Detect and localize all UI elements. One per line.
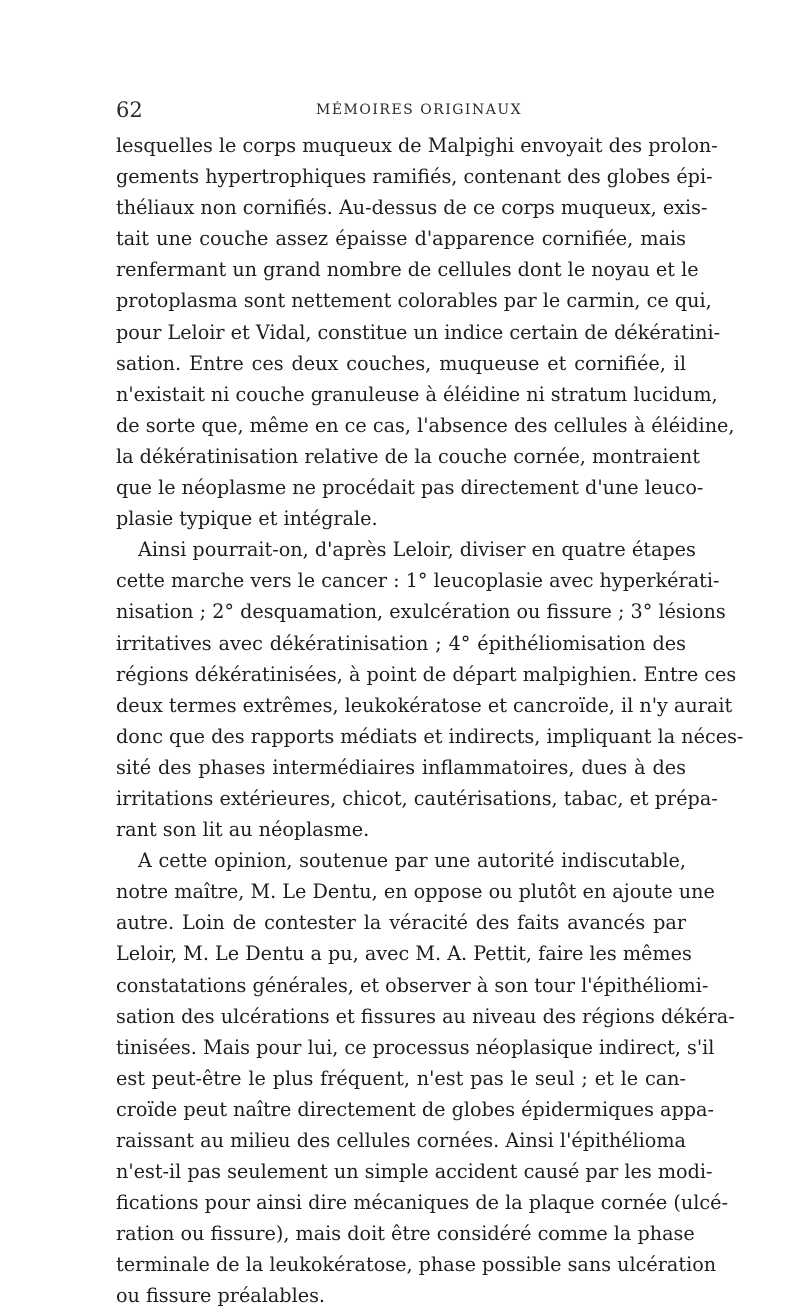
text-line: autre. Loin de contester la véracité des faits avancés par (116, 911, 686, 935)
paragraph-2 (116, 534, 744, 845)
running-title: MÉMOIRES ORIGINAUX (316, 102, 523, 118)
text-line: rant son lit au néoplasme. (116, 818, 370, 842)
text-line: la dékératinisation relative de la couche cornée, montraient (116, 444, 700, 468)
text-line: Leloir, M. Le Dentu a pu, avec M. A. Pettit, faire les mêmes (116, 942, 692, 966)
text-line: croïde peut naître directement de globes épidermiques appa- (116, 1097, 714, 1121)
page-number: 62 (116, 98, 143, 122)
text-line: renfermant un grand nombre de cellules dont le noyau et le (116, 258, 699, 282)
text-line: deux termes extrêmes, leukokératose et cancroïde, il n'y aurait (116, 693, 733, 717)
paragraph-3 (116, 845, 735, 1311)
text-line: tait une couche assez épaisse d'apparence cornifiée, mais (116, 227, 686, 251)
text-line: pour Leloir et Vidal, constitue un indice certain de dékératini- (116, 320, 721, 344)
text-line: gements hypertrophiques ramifiés, contenant des globes épi- (116, 165, 713, 189)
text-line: irritatives avec dékératinisation ; 4° épithéliomisation des (116, 631, 686, 655)
text-line: notre maître, M. Le Dentu, en oppose ou plutôt en ajoute une (116, 880, 715, 904)
text-line: A cette opinion, soutenue par une autorité indiscutable, (138, 849, 686, 873)
text-line: constatations générales, et observer à son tour l'épithéliomi- (116, 973, 709, 997)
text-line: irritations extérieures, chicot, cautérisations, tabac, et prépa- (116, 786, 718, 810)
paragraph-1 (116, 130, 735, 534)
text-line: cette marche vers le cancer : 1° leucoplasie avec hyperkérati- (116, 569, 720, 593)
text-line: protoplasma sont nettement colorables par le carmin, ce qui, (116, 289, 712, 313)
text-line: que le néoplasme ne procédait pas directement d'une leuco- (116, 476, 704, 500)
text-line: plasie typique et intégrale. (116, 507, 378, 531)
text-line: n'est-il pas seulement un simple accident causé par les modi- (116, 1160, 713, 1184)
text-line: fications pour ainsi dire mécaniques de la plaque cornée (ulcé- (116, 1191, 728, 1215)
text-line: ou fissure préalables. (116, 1284, 326, 1308)
text-line: n'existait ni couche granuleuse à éléidine ni stratum lucidum, (116, 382, 718, 406)
text-line: lesquelles le corps muqueux de Malpighi envoyait des prolon- (116, 134, 718, 157)
text-line: sité des phases intermédiaires inflammatoires, dues à des (116, 755, 686, 779)
text-line: terminale de la leukokératose, phase possible sans ulcération (116, 1253, 717, 1277)
text-line: théliaux non cornifiés. Au-dessus de ce corps muqueux, exis- (116, 196, 708, 220)
text-line: est peut-être le plus fréquent, n'est pas le seul ; et le can- (116, 1066, 686, 1090)
running-head (116, 98, 686, 126)
text-line: nisation ; 2° desquamation, exulcération ou fissure ; 3° lésions (116, 600, 726, 624)
text-line: Ainsi pourrait-on, d'après Leloir, diviser en quatre étapes (138, 538, 696, 562)
text-line: raissant au milieu des cellules cornées. Ainsi l'épithélioma (116, 1129, 686, 1152)
text-line: de sorte que, même en ce cas, l'absence des cellules à éléidine, (116, 413, 735, 437)
text-line: ration ou fissure), mais doit être considéré comme la phase (116, 1222, 695, 1246)
text-line: sation. Entre ces deux couches, muqueuse et cornifiée, il (116, 351, 686, 375)
text-line: sation des ulcérations et fissures au niveau des régions dékéra- (116, 1004, 735, 1028)
text-line: tinisées. Mais pour lui, ce processus néoplasique indirect, s'il (116, 1035, 715, 1059)
body-text (116, 130, 744, 1312)
text-line: donc que des rapports médiats et indirects, impliquant la néces- (116, 724, 744, 748)
text-line: régions dékératinisées, à point de départ malpighien. Entre ces (116, 662, 737, 686)
